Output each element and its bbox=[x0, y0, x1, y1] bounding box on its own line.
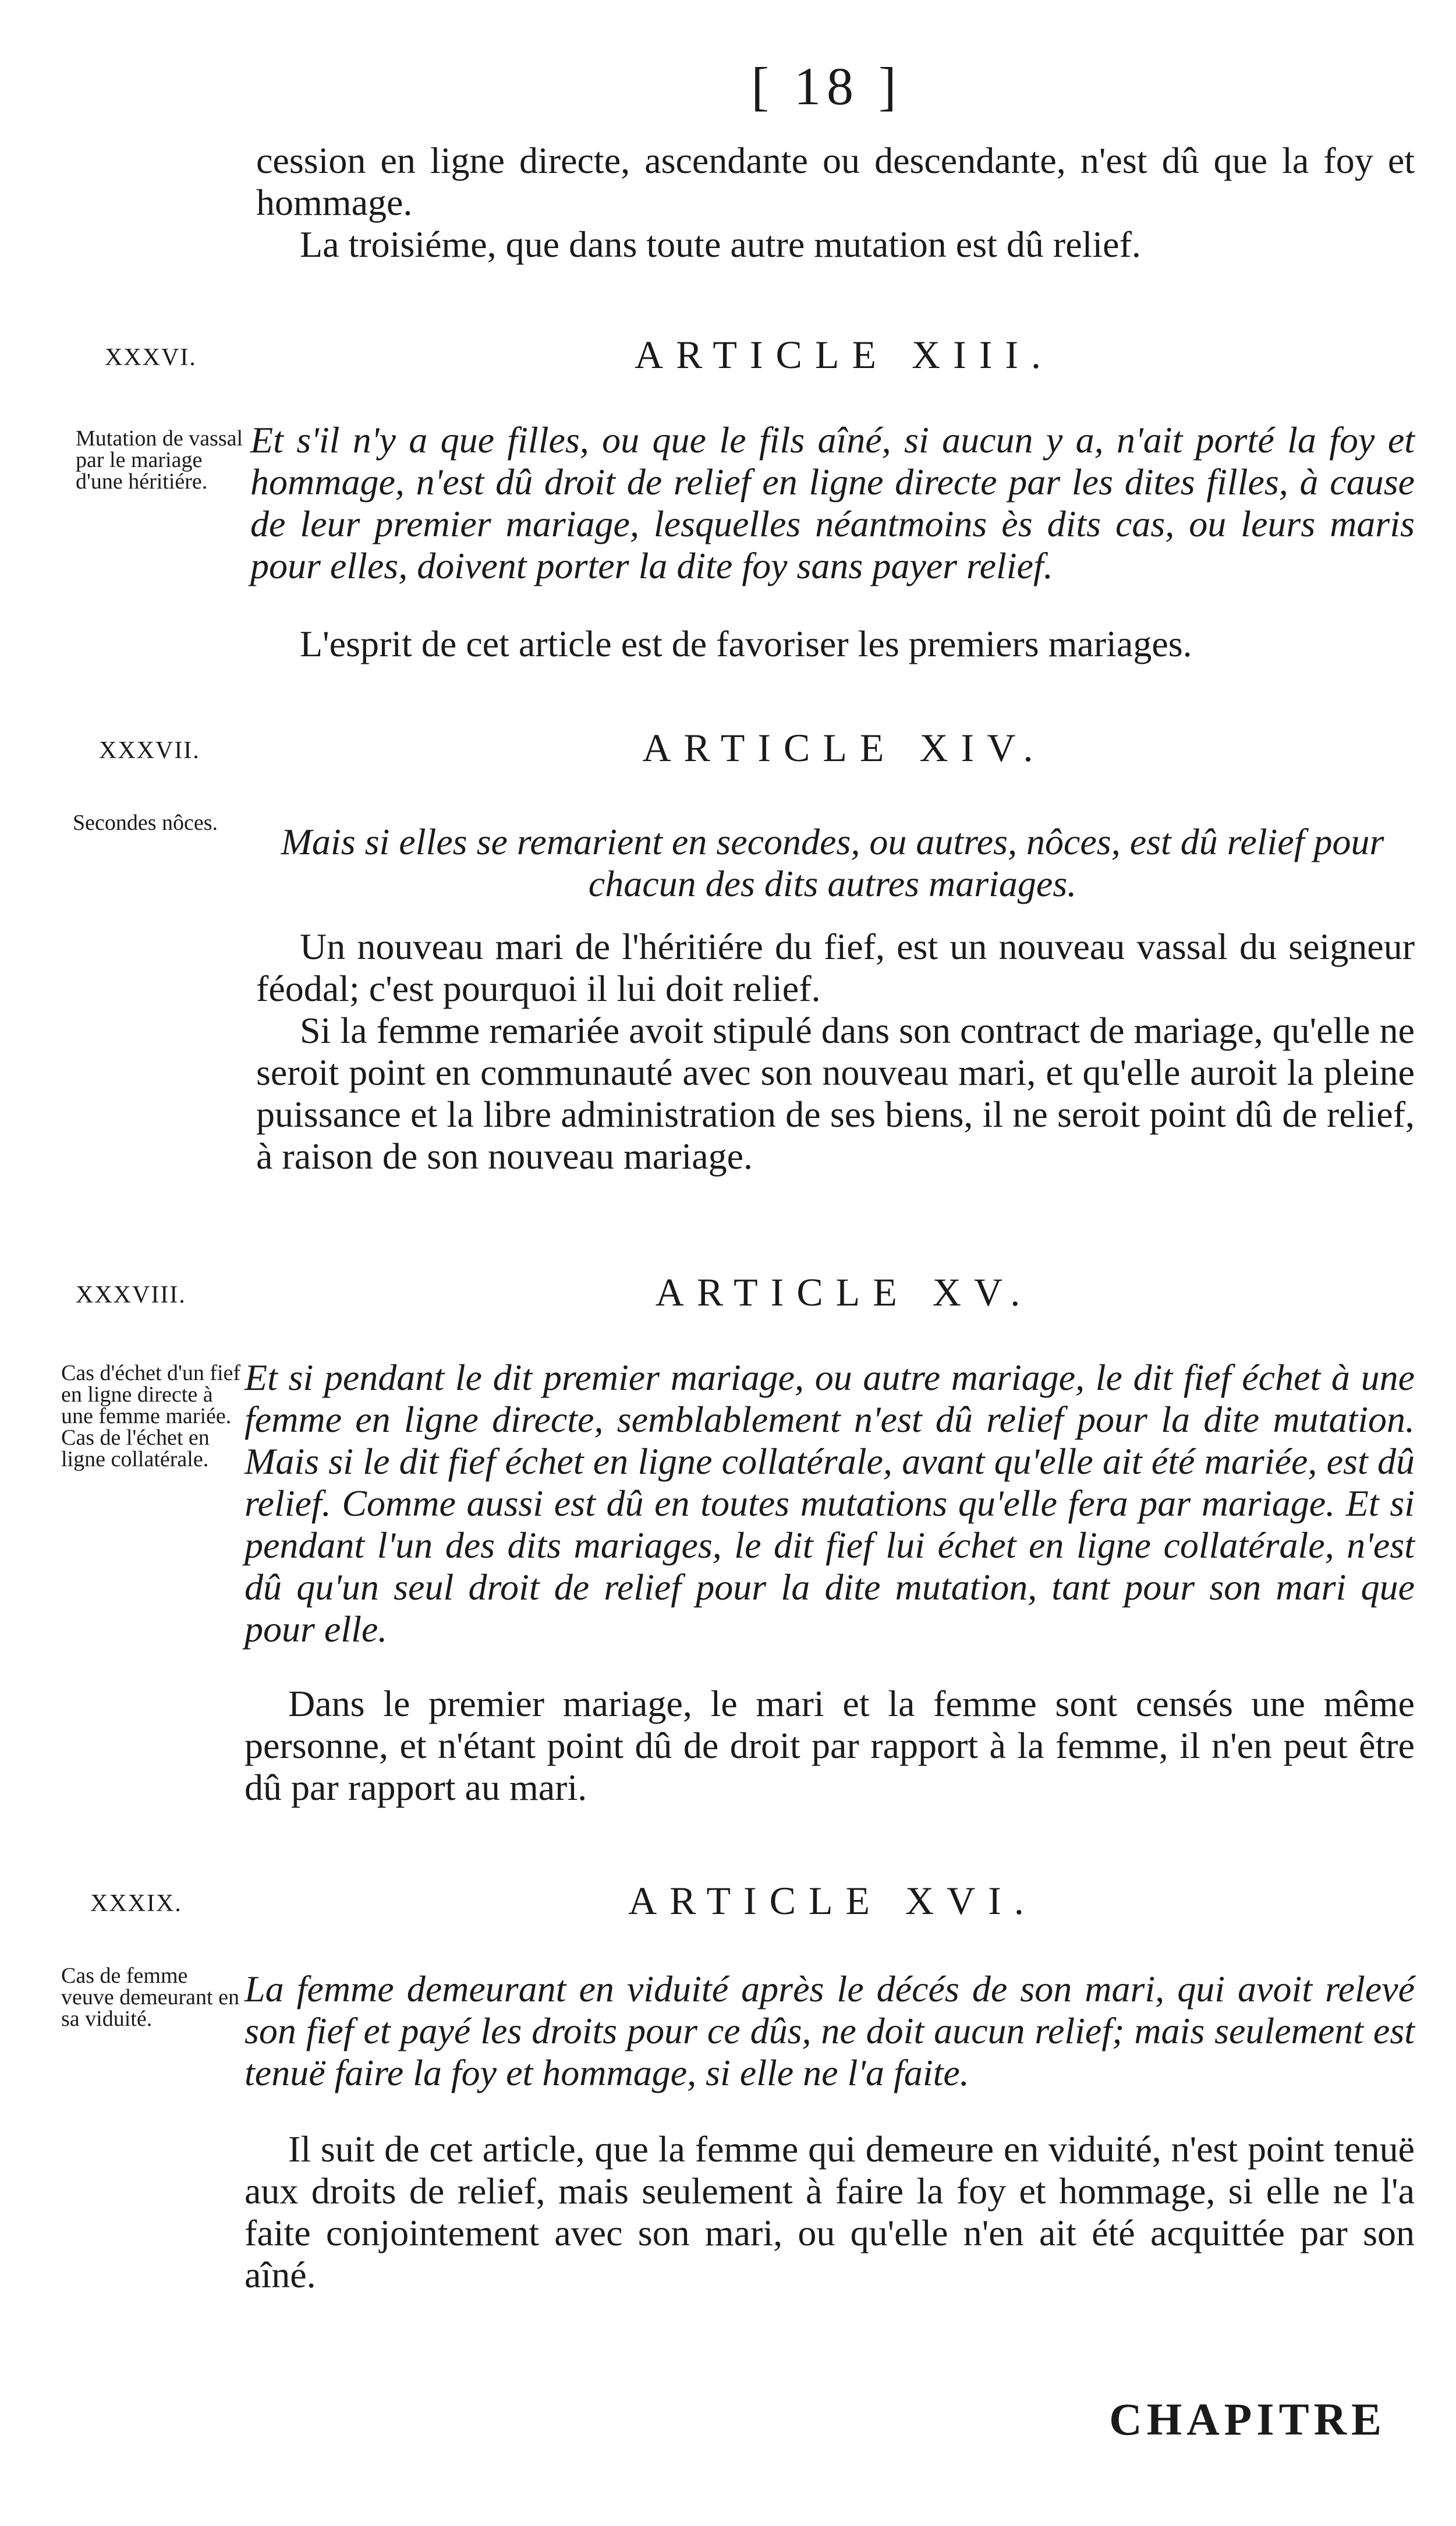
article-comment bbox=[256, 926, 1415, 1177]
margin-note: Cas de femme veuve demeurant en sa viduité. bbox=[61, 1964, 239, 2031]
article-heading: ARTICLE XIV. bbox=[642, 726, 1046, 770]
opening-paragraph: La troisiéme, que dans toute autre mutation est dû relief. bbox=[300, 224, 1141, 265]
article-text: La femme demeurant en viduité après le décés de son mari, qui avoit relevé son fief et payé les droits pour ce dûs, ne doit aucun relief; mais seulement est tenuë faire la foy et hommage, si elle ne l'a faite. bbox=[245, 1968, 1415, 2093]
page-number: [ 18 ] bbox=[751, 56, 902, 116]
comment-paragraph: Un nouveau mari de l'héritiére du fief, est un nouveau vassal du seigneur féodal; c'est pourquoi il lui doit relief. bbox=[256, 926, 1415, 1009]
article-text: Et si pendant le dit premier mariage, ou autre mariage, le dit fief échet à une femme en ligne directe, semblablement n'est dû relief pour la dite mutation. Mais si le dit fief échet en ligne collatérale, avant qu'elle ait été mariée, est dû relief. Comme aussi est dû en toutes mutations qu'elle fera par mariage. Et si pendant l'un des dits mariages, le dit fief lui échet en ligne collatérale, n'est dû qu'un seul droit de relief pour la dite mutation, tant pour son mari que pour elle. bbox=[245, 1357, 1415, 1650]
comment-paragraph: Si la femme remariée avoit stipulé dans son contract de mariage, qu'elle ne seroit point en communauté avec son nouveau mari, et qu'elle auroit la pleine puissance et la libre administration de ses biens, il ne seroit point dû de relief, à raison de son nouveau mariage. bbox=[256, 1010, 1415, 1177]
article-text: Mais si elles se remarient en secondes, ou autres, nôces, est dû relief pour chacun des dits autres mariages. bbox=[281, 821, 1384, 904]
catchword: CHAPITRE bbox=[1109, 2394, 1386, 2444]
article-comment bbox=[256, 623, 1415, 665]
margin-note: Secondes nôces. bbox=[73, 811, 218, 835]
comment-paragraph: L'esprit de cet article est de favoriser les premiers mariages. bbox=[300, 623, 1192, 664]
article-number: XXXIX. bbox=[90, 1890, 182, 1917]
opening-text bbox=[256, 140, 1415, 266]
comment-paragraph: Dans le premier mariage, le mari et la femme sont censés une même personne, et n'étant point dû de droit par rapport à la femme, il n'en peut être dû par rapport au mari. bbox=[245, 1683, 1415, 1808]
article-text: Et s'il n'y a que filles, ou que le fils aîné, si aucun y a, n'ait porté la foy et hommage, n'est dû droit de relief en ligne directe par les dites filles, à cause de leur premier mariage, lesquelles néantmoins ès dits cas, ou leurs maris pour elles, doivent porter la dite foy sans payer relief. bbox=[250, 419, 1415, 586]
article-heading: ARTICLE XV. bbox=[655, 1270, 1033, 1314]
article-number: XXXVII. bbox=[99, 737, 200, 764]
margin-note: Mutation de vassal par le mariage d'une héritiére. bbox=[76, 426, 243, 494]
opening-paragraph: cession en ligne directe, ascendante ou descendante, n'est dû que la foy et hommage. bbox=[256, 140, 1415, 223]
article-heading: ARTICLE XIII. bbox=[634, 332, 1054, 377]
article-number: XXXVI. bbox=[105, 344, 197, 371]
article-number: XXXVIII. bbox=[76, 1282, 186, 1308]
article-heading: ARTICLE XVI. bbox=[628, 1878, 1037, 1923]
margin-note: Cas d'échet d'un fief en ligne directe à une femme mariée. Cas de l'échet en ligne collatérale. bbox=[61, 1361, 241, 1471]
article-comment bbox=[245, 2128, 1415, 2296]
article-comment bbox=[245, 1683, 1415, 1809]
comment-paragraph: Il suit de cet article, que la femme qui demeure en viduité, n'est point tenuë aux droits de relief, mais seulement à faire la foy et hommage, si elle ne l'a faite conjointement avec son mari, ou qu'elle n'en ait été acquittée par son aîné. bbox=[245, 2128, 1415, 2295]
